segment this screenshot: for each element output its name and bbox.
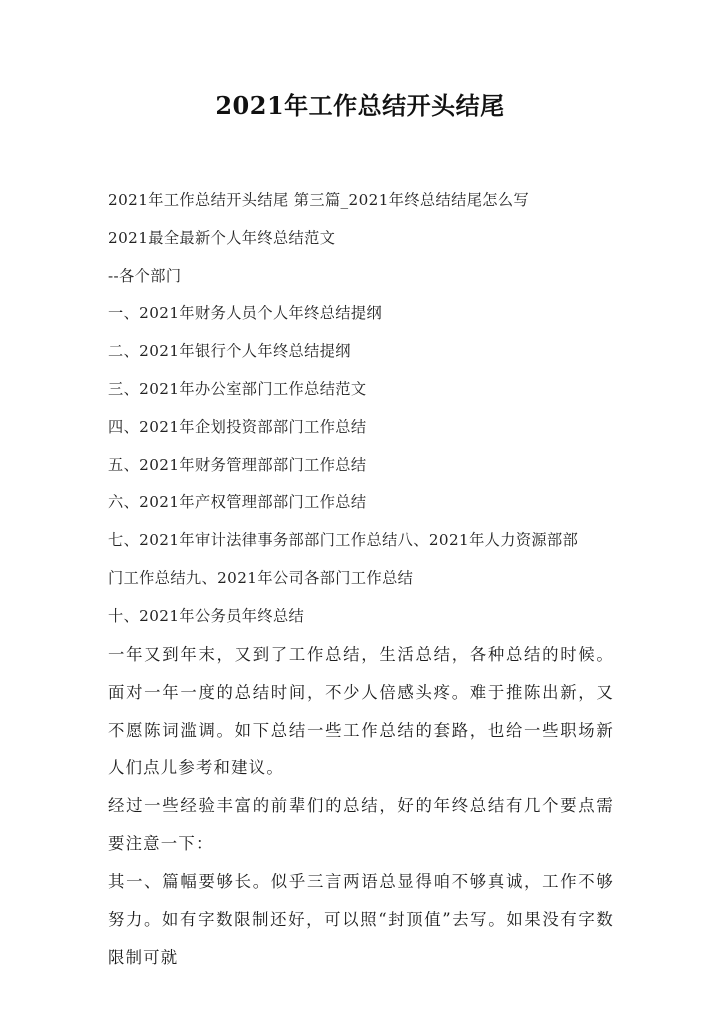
document-list [108, 187, 614, 641]
departments-line: --各个部门 [108, 266, 182, 285]
paragraph-text: 一年又到年末，又到了工作总结，生活总结，各种总结的时候。面对一年一度的总结时间，不少人倍感头疼。难于推陈出新，又不愿陈词滥调。如下总结一些工作总结的套路，也给一些职场新人们点儿参考和建议。 [108, 645, 614, 778]
list-item: 四、2021年企划投资部部门工作总结 [108, 417, 367, 436]
body-paragraph-2 [108, 787, 614, 863]
subtitle-line: 2021年工作总结开头结尾 第三篇_2021年终总结结尾怎么写 [108, 191, 530, 209]
list-item: 五、2021年财务管理部部门工作总结 [108, 455, 367, 474]
list-item: 十、2021年公务员年终总结 [108, 606, 305, 625]
list-item: 七、2021年审计法律事务部部门工作总结八、2021年人力资源部部 [108, 531, 579, 550]
list-item: 二、2021年银行个人年终总结提纲 [108, 342, 351, 361]
heading-line: 2021最全最新个人年终总结范文 [108, 228, 336, 247]
list-item: 六、2021年产权管理部部门工作总结 [108, 493, 367, 512]
list-item: 三、2021年办公室部门工作总结范文 [108, 379, 367, 398]
paragraph-text: 其一、篇幅要够长。似乎三言两语总显得咱不够真诚，工作不够努力。如有字数限制还好，可以照“封顶值”去写。如果没有字数限制可就 [108, 872, 614, 967]
paragraph-text: 经过一些经验丰富的前辈们的总结，好的年终总结有几个要点需要注意一下： [108, 796, 614, 853]
body-paragraph-3 [108, 863, 614, 976]
document-title: 2021年工作总结开头结尾 [215, 91, 505, 120]
list-item: 一、2021年财务人员个人年终总结提纲 [108, 304, 383, 323]
body-paragraph-1 [108, 636, 614, 787]
list-item-continuation: 门工作总结九、2021年公司各部门工作总结 [108, 568, 414, 587]
